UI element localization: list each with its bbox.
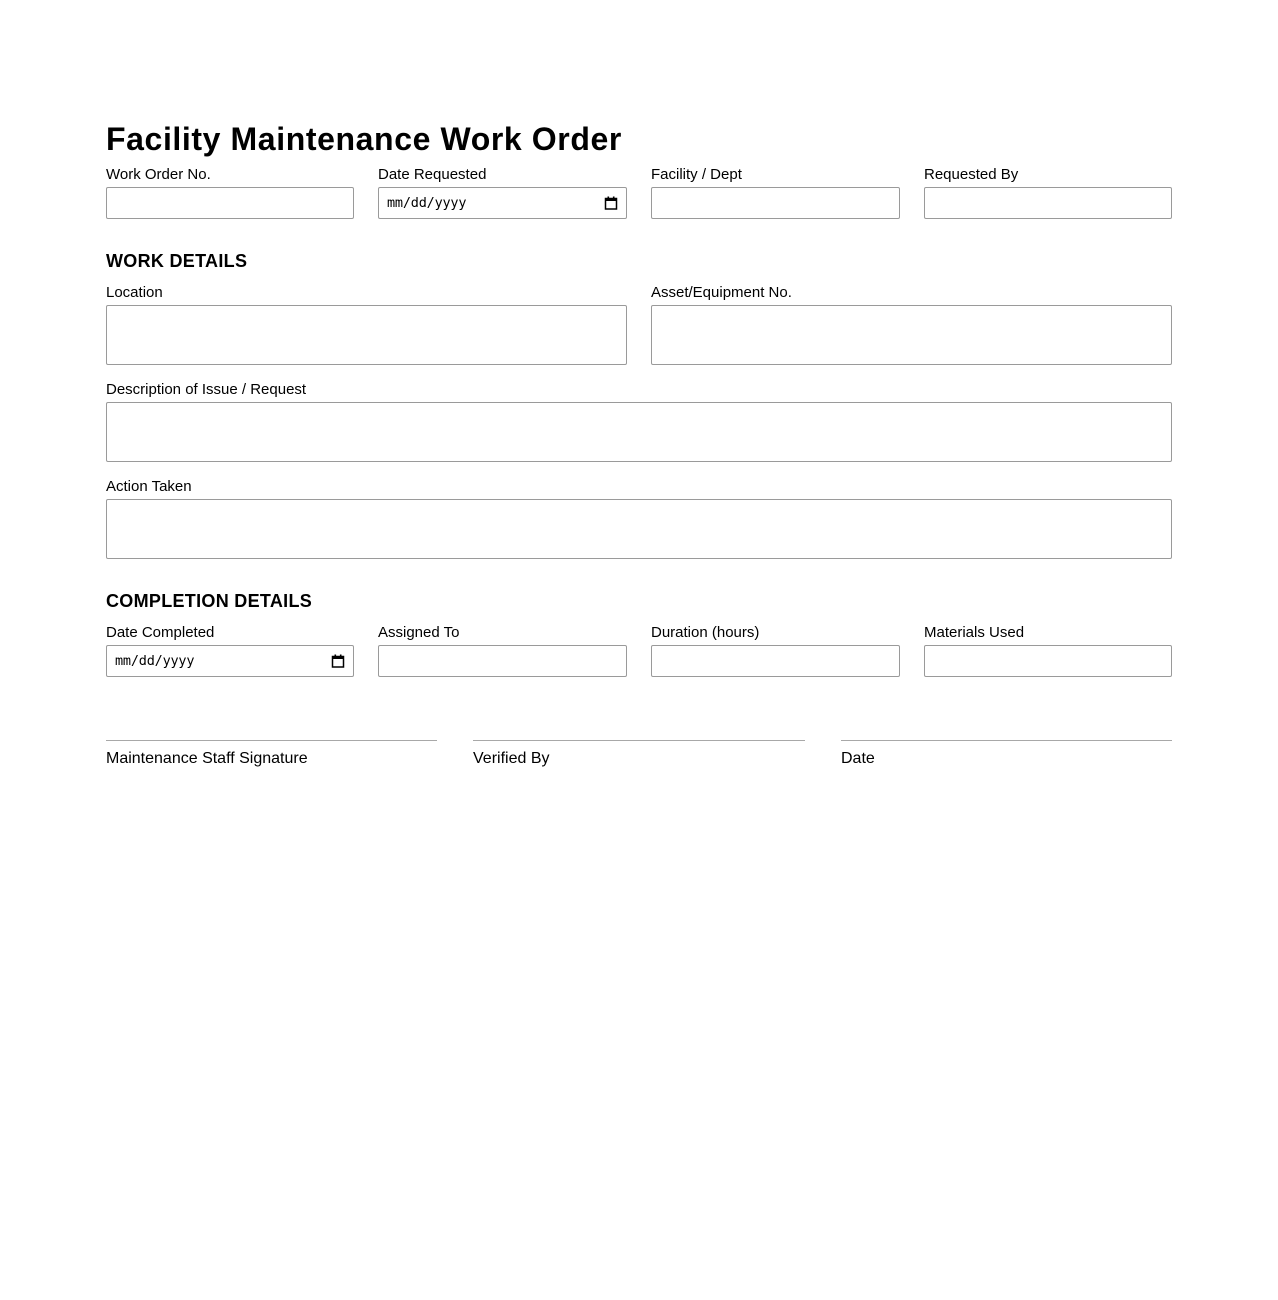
action-taken-label: Action Taken — [106, 478, 192, 495]
requested-by-label: Requested By — [924, 166, 1019, 183]
calendar-icon[interactable] — [331, 654, 345, 668]
materials-used-label: Materials Used — [924, 624, 1025, 641]
work-order-no-label: Work Order No. — [106, 166, 211, 183]
signature-date-label: Date — [841, 750, 875, 767]
duration-hours-label: Duration (hours) — [651, 624, 760, 641]
date-completed-input[interactable] — [106, 645, 354, 677]
assigned-to-input[interactable] — [378, 645, 627, 677]
location-label: Location — [106, 284, 163, 301]
facility-dept-label: Facility / Dept — [651, 166, 742, 183]
staff-signature-label: Maintenance Staff Signature — [106, 750, 308, 767]
asset-equipment-label: Asset/Equipment No. — [651, 284, 792, 301]
facility-dept-input[interactable] — [651, 187, 900, 219]
description-label: Description of Issue / Request — [106, 381, 307, 398]
work-details-heading: WORK DETAILS — [106, 251, 248, 271]
action-taken-textarea[interactable] — [106, 499, 1172, 559]
description-textarea[interactable] — [106, 402, 1172, 462]
date-completed-label: Date Completed — [106, 624, 215, 641]
location-textarea[interactable] — [106, 305, 627, 365]
date-requested-placeholder: mm/dd/yyyy — [387, 195, 467, 211]
verified-by-label: Verified By — [473, 750, 550, 767]
calendar-icon[interactable] — [604, 196, 618, 210]
materials-used-input[interactable] — [924, 645, 1172, 677]
verified-by-line[interactable] — [473, 740, 805, 741]
work-order-no-input[interactable] — [106, 187, 354, 219]
signature-date-line[interactable] — [841, 740, 1172, 741]
requested-by-input[interactable] — [924, 187, 1172, 219]
asset-equipment-textarea[interactable] — [651, 305, 1172, 365]
date-completed-placeholder: mm/dd/yyyy — [115, 653, 195, 669]
duration-hours-input[interactable] — [651, 645, 900, 677]
date-requested-label: Date Requested — [378, 166, 487, 183]
completion-details-heading: COMPLETION DETAILS — [106, 591, 313, 611]
staff-signature-line[interactable] — [106, 740, 437, 741]
date-requested-input[interactable] — [378, 187, 627, 219]
page-title: Facility Maintenance Work Order — [106, 121, 622, 157]
assigned-to-label: Assigned To — [378, 624, 460, 641]
